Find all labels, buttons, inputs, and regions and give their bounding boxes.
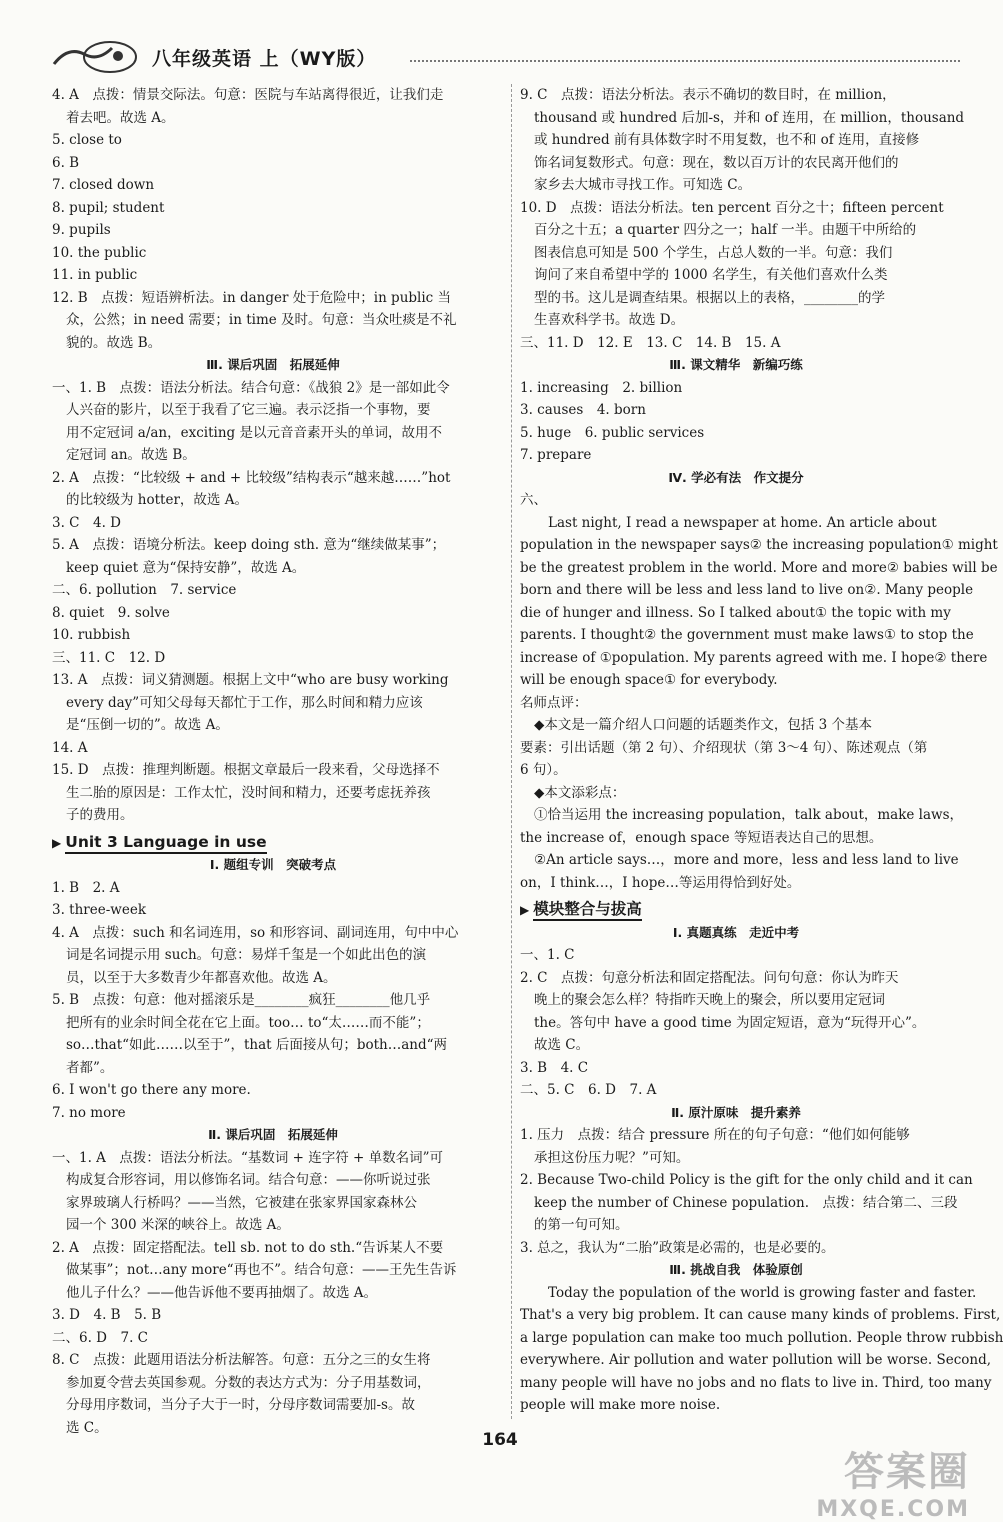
answer-line: many people will have no jobs and no flats to live in. Third, too many [520,1374,992,1391]
section-subheading: Ⅰ. 题组专训 突破考点 [209,857,337,872]
answer-line: ①恰当运用 the increasing population，talk about，make laws， [534,807,964,823]
answer-line: 家乡去大城市寻找工作。可知选 C。 [534,177,752,193]
answer-line: parents. I thought② the government must make laws① to stop the [520,627,974,643]
unit-heading [520,898,952,922]
answer-line: 7. closed down [52,177,155,193]
right-column [520,84,1003,1417]
answer-line: die of hunger and illness. So I talked about① the topic with my [520,604,951,621]
answer-line: a large population can make too much pollution. People throw rubbish [520,1329,1003,1346]
answer-line: born and there will be less and less land to live on②. Many people [520,582,974,598]
answer-line: every day”可知父母每天都忙于工作，那么时间和精力应该 [66,694,423,711]
left-column [52,84,494,1439]
section-subheading: Ⅲ. 课后巩固 拓展延伸 [206,357,340,372]
answer-line: thousand 或 hundred 后加-s，并和 of 连用，在 million，thousand [534,109,965,126]
answer-line: 众，公然；in need 需要；in time 及时。句意：当众吐痰是不礼 [66,312,457,328]
answer-line: 8. quiet 9. solve [52,604,170,621]
publisher-logo [48,40,140,74]
answer-line: 询问了来自希望中学的 1000 名学生，有关他们喜欢什么类 [534,267,888,283]
answer-line: 12. B 点拨：短语辨析法。in danger 处于危险中；in public 当 [52,289,452,306]
answer-line: 3. B 4. C [520,1059,589,1076]
section-subheading: Ⅲ. 课文精华 新编巧练 [669,357,803,372]
answer-line: people will make more noise. [520,1397,721,1413]
answer-line: 二、5. C 6. D 7. A [520,1082,657,1098]
answer-line: 2. C 点拨：句意分析法和固定搭配法。问句句意：你认为昨天 [520,969,899,986]
section-subheading: Ⅲ. 挑战自我 体验原创 [669,1262,803,1277]
page-number: 164 [482,1430,518,1450]
answer-line: 14. A [52,739,88,756]
answer-line: Last night, I read a newspaper at home. An article about [548,514,937,531]
answer-line: 8. C 点拨：此题用语法分析法解答。句意：五分之三的女生将 [52,1352,431,1368]
answer-line: 承担这份压力呢？”可知。 [534,1149,690,1166]
answer-line: 7. no more [52,1104,126,1121]
answer-line: 或 hundred 前有具体数字时不用复数，也不和 of 连用，直接修 [534,132,920,148]
section-subheading: Ⅰ. 真题真练 走近中考 [672,924,800,940]
play-triangle-icon: ▶ [520,903,530,917]
watermark-cn: 答案圈 [844,1449,970,1495]
answer-line: 词是名词提示用 such。句意：易烊千玺是一个如此出色的演 [66,947,427,963]
answer-line: 把所有的业余时间全花在它上面。too… to“太……而不能”； [66,1014,430,1031]
answer-line: everywhere. Air pollution and water pollution will be worse. Second, [520,1352,992,1368]
answer-line: 9. C 点拨：语法分析法。表示不确切的数目时，在 million， [520,87,896,103]
answer-line: 故选 C。 [534,1037,590,1053]
answer-line: 定冠词 an。故选 B。 [66,447,196,463]
answer-line: That's a very big problem. It can cause many kinds of problems. First, [520,1307,1001,1323]
answer-line: 百分之十五；a quarter 四分之一；half 一半。由题干中所给的 [534,222,917,238]
answer-line: 11. in public [52,267,138,283]
answer-line: 二、6. pollution 7. service [52,582,237,598]
answer-line: ②An article says…，more and more，less and less land to live [534,852,959,868]
answer-line: 一、1. A 点拨：语法分析法。“基数词 + 连字符 + 单数名词”可 [52,1149,444,1166]
answer-line: 10. rubbish [52,627,131,643]
answer-line: 3. D 4. B 5. B [52,1307,162,1323]
answer-line: 选 C。 [66,1419,108,1436]
section-subheading: Ⅱ. 原汁原味 提升素养 [671,1104,801,1120]
answer-line: the。答句中 have a good time 为固定短语，意为“玩得开心”。 [534,1014,926,1031]
answer-line: 10. the public [52,244,147,261]
answer-line: 6. B [52,154,80,171]
answer-line: 2. Because Two-child Policy is the gift for the only child and it can [520,1172,973,1188]
answer-line: 的第一句可知。 [534,1217,629,1233]
answer-line: 员，以至于大多数青少年都喜欢他。故选 A。 [66,969,337,986]
answer-line: 饰名词复数形式。句意：现在，数以百万计的农民离开他们的 [534,154,899,171]
watermark [816,1440,970,1522]
answer-line: 图表信息可知是 500 个学生，占总人数的一半。句意：我们 [534,244,893,261]
answer-line: 生二胎的原因是：工作太忙，没时间和精力，还要考虑抚养孩 [66,784,431,801]
answer-line: 5. B 点拨：句意：他对摇滚乐是________疯狂________他几乎 [52,992,431,1008]
answer-line: 二、6. D 7. C [52,1329,148,1346]
answer-line: 15. D 点拨：推理判断题。根据文章最后一段来看，父母选择不 [52,762,440,778]
answer-line: ◆本文添彩点： [534,784,626,801]
answer-line: 一、1. C [520,947,575,963]
answer-line: 用不定冠词 a/an，exciting 是以元音音素开头的单词，故用不 [66,424,442,441]
answer-line: the increase of，enough space 等短语表达自己的思想。 [520,829,883,846]
answer-line: 是“压倒一切的”。故选 A。 [66,717,229,733]
answer-line: 子的费用。 [66,807,134,823]
answer-line: 构成复合形容词，用以修饰名词。结合句意：——你听说过张 [66,1172,431,1188]
answer-line: 分母用序数词，当分子大于一时，分母序数词需要加-s。故 [66,1397,415,1413]
answer-line: 5. close to [52,132,122,148]
answer-line: 晚上的聚会怎么样？特指昨天晚上的聚会，所以要用定冠词 [534,992,885,1008]
answer-line: 5. huge 6. public services [520,424,705,441]
answer-line: Today the population of the world is growing faster and faster. [548,1284,977,1301]
answer-line: 参加夏令营去英国参观。分数的表达方式为：分子用基数词， [66,1374,431,1391]
answer-line: 名师点评： [520,694,588,711]
answer-line: 3. causes 4. born [520,402,646,418]
answer-line: 3. C 4. D [52,514,121,531]
answer-line: 1. 压力 点拨：结合 pressure 所在的句子句意：“他们如何能够 [520,1127,910,1143]
answer-line: 他儿子什么？——他告诉他不要再抽烟了。故选 A。 [66,1284,378,1301]
header-rule [410,60,960,62]
answer-line: 1. B 2. A [52,879,120,896]
answer-line: 一、1. B 点拨：语法分析法。结合句意：《战狼 2》是一部如此令 [52,379,450,396]
unit-heading-text: Unit 3 Language in use [65,833,266,854]
page-header [40,38,960,78]
answer-line: 4. A 点拨：such 和名词连用，so 和形容词、副词连用，句中中心 [52,924,459,941]
answer-line: 4. A 点拨：情景交际法。句意：医院与车站离得很近，让我们走 [52,87,444,103]
unit-heading [52,831,494,855]
section-subheading: Ⅳ. 学必有法 作文提分 [668,469,804,485]
answer-line: so…that“如此……以至于”，that 后面接从句；both…and“两 [66,1037,448,1053]
answer-line: 9. pupils [52,222,111,238]
answer-line: 10. D 点拨：语法分析法。ten percent 百分之十；fifteen percent [520,199,944,216]
answer-line: will be enough space① for everybody. [520,672,778,688]
answer-line: 貌的。故选 B。 [66,334,162,351]
answer-line: 园一个 300 米深的峡谷上。故选 A。 [66,1217,290,1233]
answer-line: 要素：引出话题（第 2 句）、介绍现状（第 3～4 句）、陈述观点（第 [520,739,928,756]
answer-line: 1. increasing 2. billion [520,379,683,396]
answer-line: on，I think…，I hope…等运用得恰到好处。 [520,874,801,891]
answer-line: be the greatest problem in the world. More and more② babies will be [520,559,998,576]
answer-line: 者都”。 [66,1059,114,1076]
answer-line: 三、11. C 12. D [52,649,166,666]
answer-line: 6. I won't go there any more. [52,1082,251,1098]
answer-line: increase of ①population. My parents agreed with me. I hope② there [520,649,988,666]
answer-line: 2. A 点拨：“比较级 + and + 比较级”结构表示“越来越……”hot [52,469,451,486]
watermark-url: MXQE.COM [816,1497,970,1522]
answer-line: 型的书。这儿是调查结果。根据以上的表格，________的学 [534,289,885,306]
section-subheading: Ⅱ. 课后巩固 拓展延伸 [208,1127,338,1142]
answer-line: 做某事”；not…any more“再也不”。结合句意：——王先生告诉 [66,1262,457,1278]
answer-line: 13. A 点拨：词义猜测题。根据上文中“who are busy working [52,672,449,688]
answer-line: 生喜欢科学书。故选 D。 [534,312,685,328]
answer-line: 六、 [520,492,547,508]
answer-line: 5. A 点拨：语境分析法。keep doing sth. 意为“继续做某事”； [52,537,446,553]
answer-line: 7. prepare [520,447,592,463]
answer-line: keep the number of Chinese population. 点拨：结合第二、三段 [534,1194,958,1211]
answer-line: 三、11. D 12. E 13. C 14. B 15. A [520,334,781,351]
answer-line: ◆本文是一篇介绍人口问题的话题类作文，包括 3 个基本 [534,717,873,733]
answer-line: population in the newspaper says② the increasing population① might [520,537,998,553]
answer-line: keep quiet 意为“保持安静”，故选 A。 [66,559,306,576]
answer-line: 2. A 点拨：固定搭配法。tell sb. not to do sth.“告诉某人不要 [52,1239,444,1256]
answer-line: 家界玻璃人行桥吗？——当然，它被建在张家界国家森林公 [66,1194,417,1211]
play-triangle-icon: ▶ [52,835,62,850]
column-divider [511,84,512,1419]
unit-heading-text: 模块整合与拔高 [533,900,642,921]
answer-line: 着去吧。故选 A。 [66,109,175,126]
answer-line: 的比较级为 hotter，故选 A。 [66,492,248,508]
answer-line: 3. 总之，我认为“二胎”政策是必需的，也是必要的。 [520,1239,835,1256]
header-title: 八年级英语 上（WY版） [152,48,377,70]
answer-line: 8. pupil; student [52,199,165,216]
answer-line: 3. three-week [52,902,146,918]
answer-line: 6 句）。 [520,762,567,778]
answer-line: 人兴奋的影片，以至于我看了它三遍。表示泛指一个事物，要 [66,402,431,418]
